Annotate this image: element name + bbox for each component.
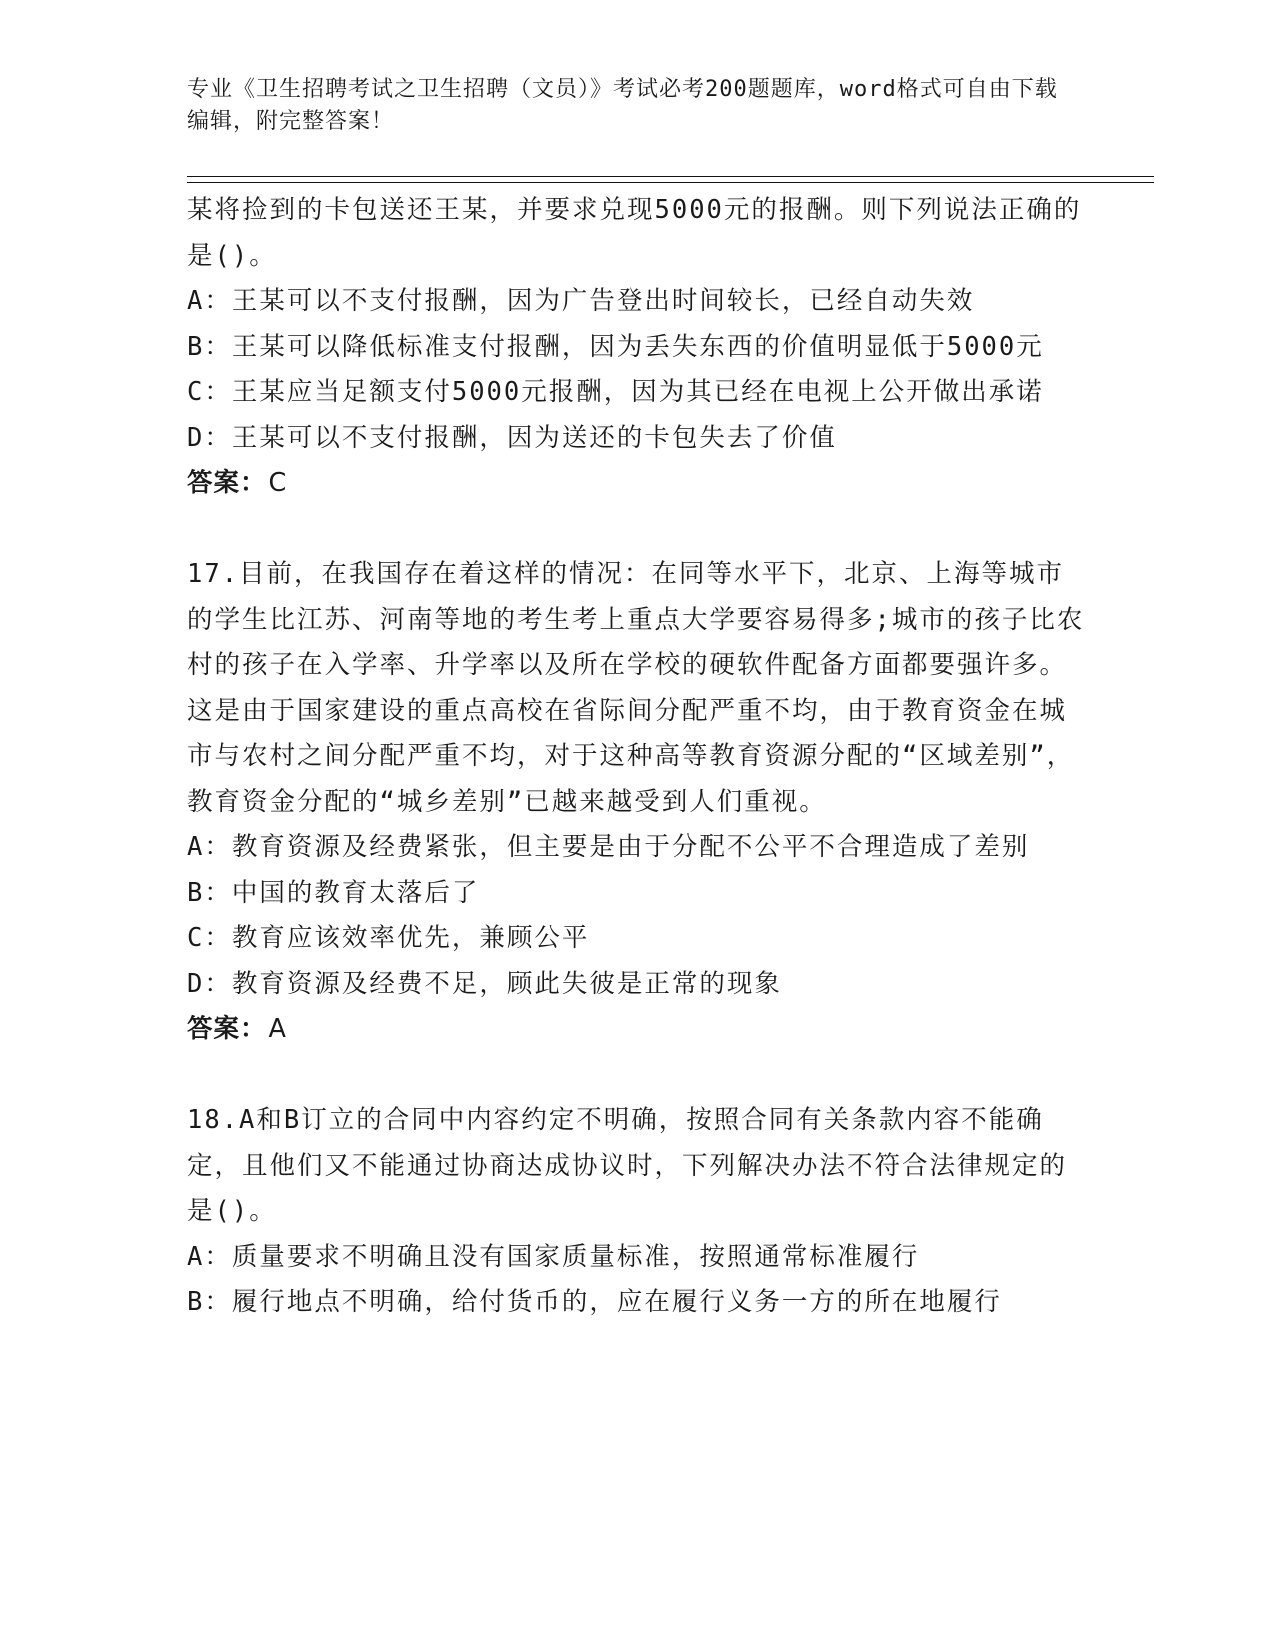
question-stem: 17.目前，在我国存在着这样的情况：在同等水平下，北京、上海等城市的学生比江苏、河南等地的考生考上重点大学要容易得多;城市的孩子比农村的孩子在入学率、升学率以及所在学校的硬软件配备方面都要强许多。这是由于国家建设的重点高校在省际间分配严重不均，由于教育资金在城市与农村之间分配严重不均，对于这种高等教育资源分配的“区域差别”，教育资金分配的“城乡差别”已越来越受到人们重视。 bbox=[187, 559, 1085, 817]
question-17 bbox=[187, 552, 1087, 1053]
option-c: C：王某应当足额支付5000元报酬，因为其已经在电视上公开做出承诺 bbox=[187, 377, 1044, 407]
option-a: A：质量要求不明确且没有国家质量标准，按照通常标准履行 bbox=[187, 1241, 920, 1272]
answer-value: A bbox=[268, 1014, 287, 1044]
option-b: B：王某可以降低标准支付报酬，因为丢失东西的价值明显低于5000元 bbox=[187, 331, 1044, 362]
question-content bbox=[187, 188, 1087, 1326]
option-a: A：王某可以不支付报酬，因为广告登出时间较长，已经自动失效 bbox=[187, 286, 975, 316]
answer-line bbox=[187, 1007, 1087, 1053]
question-18 bbox=[187, 1098, 1087, 1326]
header-rule-top bbox=[187, 176, 1154, 177]
question-stem: 某将捡到的卡包送还王某，并要求兑现5000元的报酬。则下列说法正确的是()。 bbox=[187, 195, 1082, 271]
option-d: D：王某可以不支付报酬，因为送还的卡包失去了价值 bbox=[187, 422, 837, 453]
answer-label: 答案： bbox=[187, 468, 267, 498]
question-spacer bbox=[187, 507, 1087, 553]
answer-line bbox=[187, 461, 1087, 507]
question-spacer bbox=[187, 1053, 1087, 1099]
answer-label: 答案： bbox=[187, 1014, 267, 1044]
page-header: 专业《卫生招聘考试之卫生招聘（文员）》考试必考200题题库，word格式可自由下载编辑，附完整答案！ bbox=[187, 77, 1058, 134]
option-c: C：教育应该效率优先，兼顾公平 bbox=[187, 923, 590, 953]
question-stem: 18.A和B订立的合同中内容约定不明确，按照合同有关条款内容不能确定，且他们又不能通过协商达成协议时，下列解决办法不符合法律规定的是()。 bbox=[187, 1105, 1068, 1226]
option-b: B：中国的教育太落后了 bbox=[187, 877, 480, 908]
option-a: A：教育资源及经费紧张，但主要是由于分配不公平不合理造成了差别 bbox=[187, 832, 1030, 862]
question-16 bbox=[187, 188, 1087, 507]
option-d: D：教育资源及经费不足，顾此失彼是正常的现象 bbox=[187, 968, 782, 999]
header-rule-bottom bbox=[187, 182, 1154, 183]
answer-value: C bbox=[268, 468, 288, 498]
option-b: B：履行地点不明确，给付货币的，应在履行义务一方的所在地履行 bbox=[187, 1287, 1002, 1317]
